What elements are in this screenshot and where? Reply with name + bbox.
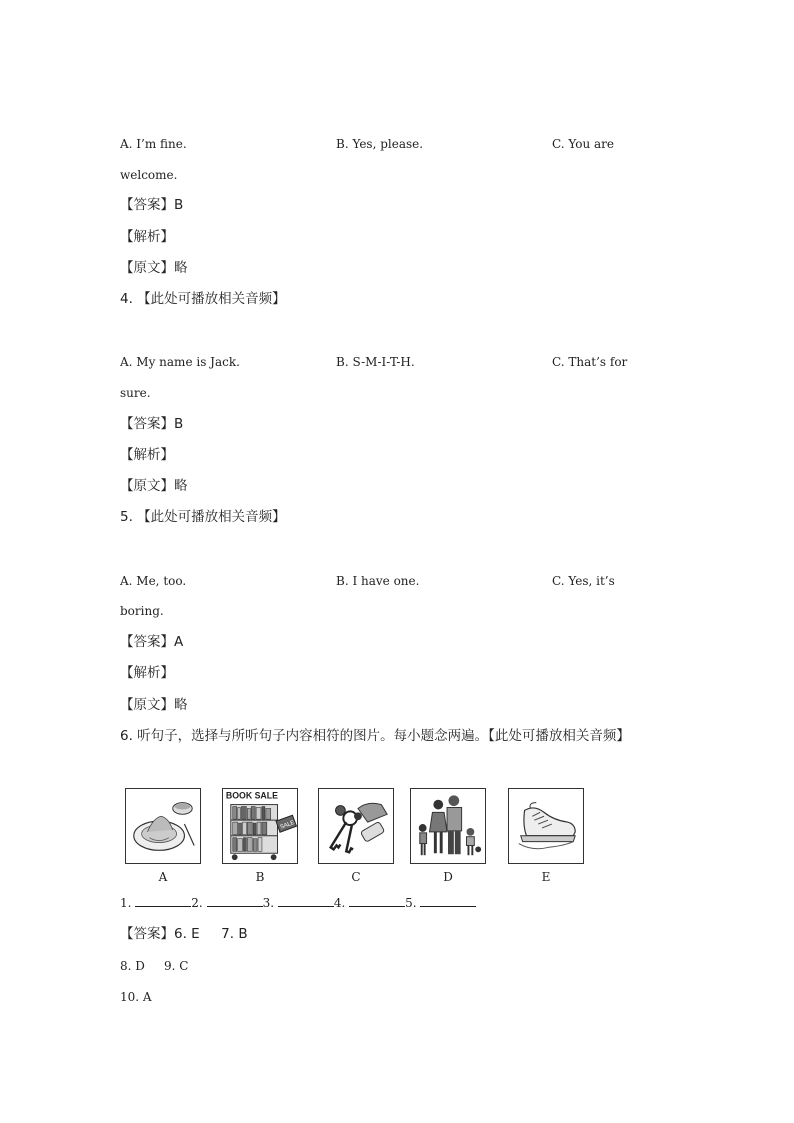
q5-answer: 【答案】A [120, 634, 184, 650]
blank-4[interactable] [349, 895, 405, 907]
food-plate-icon [126, 789, 200, 863]
blank-1[interactable] [135, 895, 191, 907]
q3-answer: 【答案】B [120, 197, 184, 213]
picture-e-caption: E [541, 870, 551, 884]
picture-d [410, 788, 486, 864]
q5-option-c: C. Yes, it’s [552, 574, 615, 588]
q5-original: 【原文】略 [120, 697, 188, 713]
sale-tag: SALE [279, 819, 296, 831]
blank-3[interactable] [278, 895, 334, 907]
picture-c [318, 788, 394, 864]
q3-option-c: C. You are [552, 137, 615, 151]
q3-analysis: 【解析】 [120, 229, 174, 245]
q4-option-b: B. S-M-I-T-H. [336, 355, 415, 369]
q3-option-a: A. I’m fine. [120, 137, 187, 151]
q6-answer-line-2: 8. D 9. C [120, 959, 189, 973]
q4-original: 【原文】略 [120, 478, 188, 494]
picture-d-caption: D [443, 870, 453, 884]
family-icon [411, 789, 485, 863]
blank-label-5: 5. [405, 896, 417, 910]
picture-a-caption: A [158, 870, 168, 884]
q4-option-a: A. My name is Jack. [120, 355, 240, 369]
blank-5[interactable] [420, 895, 476, 907]
q3-option-b: B. Yes, please. [336, 137, 424, 151]
q4-answer: 【答案】B [120, 416, 184, 432]
q5-option-a: A. Me, too. [120, 574, 187, 588]
picture-c-caption: C [351, 870, 361, 884]
blank-label-2: 2. [191, 896, 203, 910]
q6-answer-line-1: 【答案】6. E 7. B [120, 926, 248, 942]
keys-icon [319, 789, 393, 863]
q6-heading: 6. 听句子，选择与所听句子内容相符的图片。每小题念两遍。【此处可播放相关音频】 [120, 728, 630, 744]
blank-2[interactable] [207, 895, 263, 907]
q3-option-c-continued: welcome. [120, 168, 178, 182]
q4-option-c-continued: sure. [120, 386, 151, 400]
q6-answer-line-3: 10. A [120, 990, 152, 1004]
q4-option-c: C. That’s for [552, 355, 628, 369]
blank-label-3: 3. [262, 896, 275, 910]
sneakers-icon [509, 789, 583, 863]
picture-e [508, 788, 584, 864]
picture-b-caption: B [255, 870, 265, 884]
q5-heading: 5. 【此处可播放相关音频】 [120, 509, 286, 525]
book-sale-sign: BOOK SALE [225, 790, 278, 801]
q5-analysis: 【解析】 [120, 665, 174, 681]
blank-label-1: 1. [120, 896, 132, 910]
q4-analysis: 【解析】 [120, 447, 174, 463]
blank-label-4: 4. [333, 896, 346, 910]
q3-original: 【原文】略 [120, 260, 188, 276]
q5-option-b: B. I have one. [336, 574, 420, 588]
picture-a [125, 788, 201, 864]
picture-b [222, 788, 298, 864]
book-sale-icon [223, 789, 297, 863]
q4-heading: 4. 【此处可播放相关音频】 [120, 291, 286, 307]
answer-blanks-row [120, 895, 476, 911]
q5-option-c-continued: boring. [120, 604, 164, 618]
